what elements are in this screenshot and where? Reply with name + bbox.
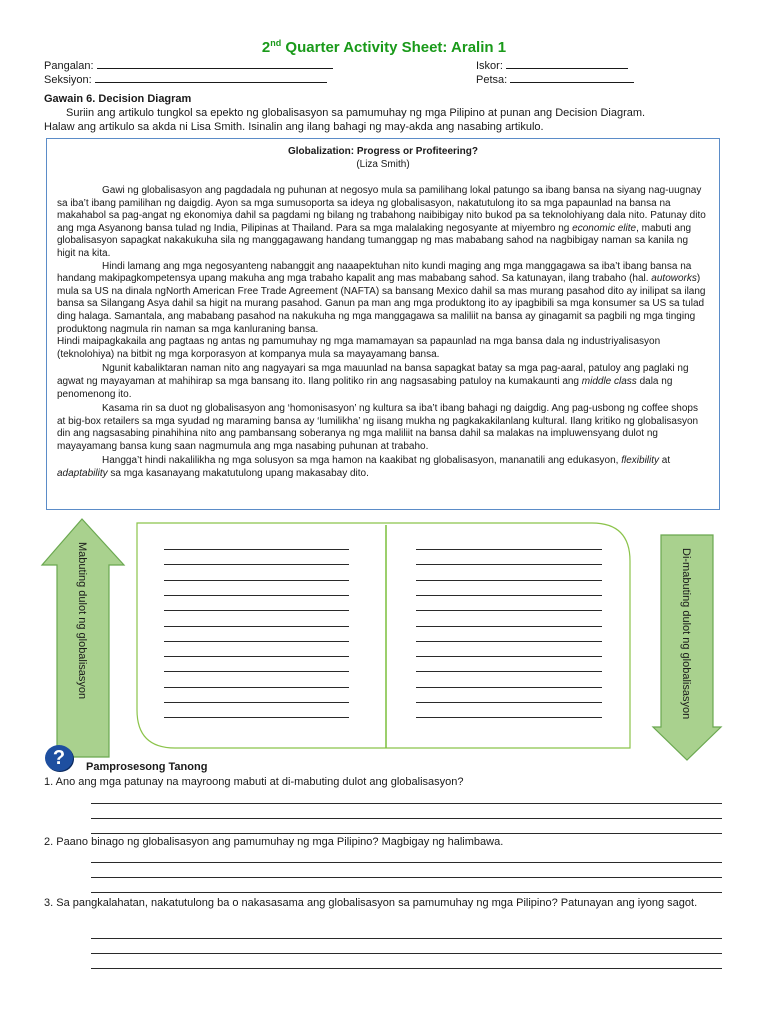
diagram-right-answer-line[interactable] (416, 687, 602, 688)
answer-line-q1[interactable] (91, 833, 722, 834)
diagram-left-answer-line[interactable] (164, 641, 349, 642)
answer-line-q2[interactable] (91, 892, 722, 893)
diagram-right-answer-line[interactable] (416, 549, 602, 550)
diagram-right-answer-line[interactable] (416, 641, 602, 642)
article-title: Globalization: Progress or Profiteering? (287, 146, 479, 157)
question-2: 2. Paano binago ng globalisasyon ang pamumuhay ng mga Pilipino? Magbigay ng halimbawa. (44, 836, 504, 848)
article-paragraph-1: Gawi ng globalisasyon ang pagdadala ng puhunan at negosyo mula sa pamilihang lokal patungo sa ibang bansa na siyang nag-uugnay sa iba’t ibang pamilihan ng daigdig. Ayon sa mga sumusoporta sa ideya ng globalisasyon, nakatutulong ito sa mga papaunlad na bansa na makahabol sa pag-angat ng ekonomiya dahil sa pagdami ng bilang ng trabahong naibibigay nito bukod pa sa teknolohiyang dala nito. Patunay dito ang mga Asyanong bansa tulad ng India, Pilipinas at Thailand. Para sa mga malalaking negosyante at miyembro ng economic elite, mabuti ang globalisasyon sapagkat nakakukuha sila ng manggagawang handang tumanggap ng mas mababang sahod na nagbibigay naman sa kanila ng higit na kita. (57, 185, 706, 259)
diagram-right-answer-line[interactable] (416, 702, 602, 703)
diagram-left-answer-line[interactable] (164, 671, 349, 672)
diagram-left-answer-line[interactable] (164, 702, 349, 703)
article-paragraph-4: Ngunit kabaliktaran naman nito ang nagyayari sa mga mauunlad na bansa sapagkat batay sa mga pag-aaral, patuloy ang paglaki ng agwat ng mayayaman at mahihirap sa mga bansang ito. Ilang politiko rin ang nagsasabing patuloy na kumakaunti ang middle class dala ng penomenong ito. (57, 363, 689, 400)
question-1: 1. Ano ang mga patunay na mayroong mabuti at di-mabuting dulot ang globalisasyon? (44, 776, 464, 788)
instructions-line-2: Halaw ang artikulo sa akda ni Lisa Smith. Isinalin ang ilang bahagi ng may-akda ang nasabing artikulo. (44, 121, 544, 133)
date-blank[interactable] (510, 73, 634, 83)
name-blank[interactable] (97, 59, 333, 69)
diagram-left-answer-line[interactable] (164, 595, 349, 596)
score-blank[interactable] (506, 59, 628, 69)
article-author: (Liza Smith) (356, 159, 410, 170)
article-paragraph-3: Hindi maipagkakaila ang pagtaas ng antas ng pamumuhay ng mga mamamayan sa papaunlad na mga bansa dala ng industriyalisasyon (teknolohiya) na bitbit ng mga korporasyon at kompanya mula sa mayayamang bansa. (57, 336, 661, 360)
answer-line-q3[interactable] (91, 938, 722, 939)
title-ordinal: 2 (261, 39, 271, 56)
answer-line-q3[interactable] (91, 953, 722, 954)
diagram-right-answer-line[interactable] (416, 580, 602, 581)
answer-line-q2[interactable] (91, 862, 722, 863)
page-title (0, 38, 768, 56)
diagram-left-answer-line[interactable] (164, 656, 349, 657)
article-paragraph-5: Kasama rin sa duot ng globalisasyon ang ‘homonisasyon’ ng kultura sa iba’t ibang bahagi ng daigdig. Ang pag-usbong ng coffee shops at big-box retailers sa mga syudad ng maraming bansa ay ‘lumilikha’ ng iisang mukha ng pagkakakilanlang kultural. Ilang kritiko ng globalisasyon din ang nagsasabing pinahihina nito ang pambansang soberanya ng mga maliliit na bansa dahil sa malakas na impluwensyang dulot ng mayayamang bansa kung saan nagmumula ang mga nasabing puhunan at trabaho. (57, 403, 699, 452)
answer-line-q1[interactable] (91, 818, 722, 819)
activity-title: Gawain 6. Decision Diagram (44, 93, 192, 105)
diagram-left-answer-line[interactable] (164, 580, 349, 581)
instructions-line-1: Suriin ang artikulo tungkol sa epekto ng globalisasyon sa pamumuhay ng mga Pilipino at punan ang Decision Diagram. (66, 107, 646, 119)
date-label: Petsa: (476, 74, 508, 86)
article-paragraph-2: Hindi lamang ang mga negosyanteng nabanggit ang naaapektuhan nito kundi maging ang mga manggagawa sa iba’t ibang bansa na handang makipagkompetensya upang makuha ang mga trabaho kapalit ang mas mababang sahod. Sa katunayan, ilang trabaho (hal. autoworks) mula sa US na dinala ngNorth American Free Trade Agreement (NAFTA) sa bansang Mexico dahil sa mas murang pasahod dito ay inilipat sa ilang bansa sa Silangang Asya dahil sa higit na murang pasahod. Ganun pa man ang mga produktong ito ay ipagbibili sa mga konsumer sa US sa tulad ding halaga. Samantala, ang mababang pasahod na nakukuha ng mga manggagawa sa maliliit na bansa ay ginagamit sa pagbili ng mga tinging produktong nagmula rin naman sa mga kanluraning bansa. (57, 260, 706, 335)
answer-line-q2[interactable] (91, 877, 722, 878)
question-mark-icon: ? (45, 745, 73, 771)
diagram-right-answer-line[interactable] (416, 717, 602, 718)
diagram-right-answer-line[interactable] (416, 595, 602, 596)
diagram-right-answer-line[interactable] (416, 671, 602, 672)
diagram-left-answer-line[interactable] (164, 549, 349, 550)
diagram-right-answer-line[interactable] (416, 656, 602, 657)
diagram-left-answer-line[interactable] (164, 687, 349, 688)
diagram-left-answer-line[interactable] (164, 564, 349, 565)
article-box (46, 138, 720, 510)
title-superscript: nd (270, 38, 282, 48)
title-text: Quarter Activity Sheet: Aralin 1 (281, 39, 507, 56)
section-label: Seksiyon: (44, 74, 92, 86)
section-field[interactable] (44, 73, 327, 86)
activity-instructions (44, 106, 724, 134)
diagram-left-answer-line[interactable] (164, 717, 349, 718)
center-rounded-box (137, 523, 630, 748)
diagram-left-answer-line[interactable] (164, 610, 349, 611)
section-blank[interactable] (95, 73, 327, 83)
article-paragraph-6: Hangga’t hindi nakalilikha ng mga solusyon sa mga hamon na kaakibat ng globalisasyon, mananatili ang edukasyon, flexibility at adaptability sa mga kasanayang makatutulong upang makasabay dito. (57, 455, 671, 480)
name-label: Pangalan: (44, 60, 94, 72)
name-field[interactable] (44, 59, 333, 72)
right-arrow-label: Di-mabuting dulot ng globalisasyon (680, 548, 692, 720)
diagram-right-answer-line[interactable] (416, 626, 602, 627)
diagram-right-answer-line[interactable] (416, 564, 602, 565)
question-3: 3. Sa pangkalahatan, nakatutulong ba o nakasasama ang globalisasyon sa pamumuhay ng mga Pilipino? Patunayan ang iyong sagot. (44, 897, 698, 909)
score-label: Iskor: (476, 60, 503, 72)
processing-questions-title: Pamprosesong Tanong (86, 761, 208, 773)
decision-diagram (0, 515, 768, 765)
answer-line-q1[interactable] (91, 803, 722, 804)
diagram-left-answer-line[interactable] (164, 626, 349, 627)
answer-line-q3[interactable] (91, 968, 722, 969)
left-arrow-label: Mabuting dulot ng globalisasyon (76, 542, 88, 700)
diagram-right-answer-line[interactable] (416, 610, 602, 611)
date-field[interactable] (476, 73, 634, 86)
score-field[interactable] (476, 59, 628, 72)
